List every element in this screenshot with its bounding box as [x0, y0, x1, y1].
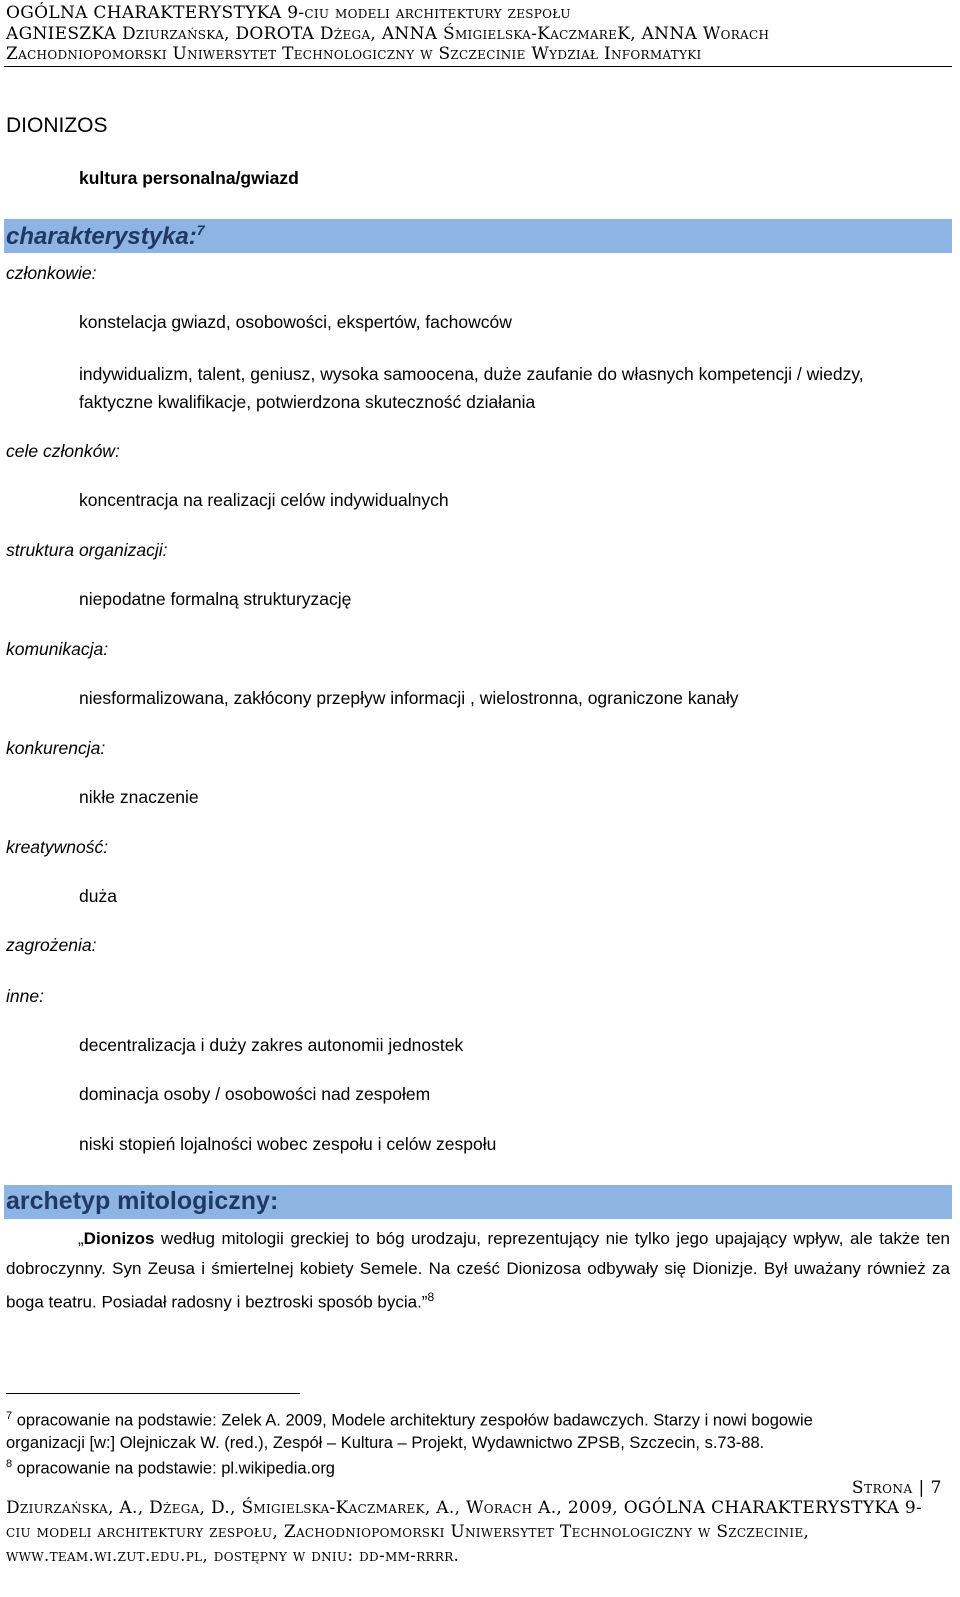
goals-item: koncentracja na realizacji celów indywidualnych [79, 490, 449, 510]
header-rule [4, 66, 952, 67]
characteristics-title [6, 222, 205, 251]
members-item-2-line-2: faktyczne kwalifikacje, potwierdzona skuteczność działania [79, 392, 536, 412]
other-item-3: niski stopień lojalności wobec zespołu i celów zespołu [79, 1134, 497, 1154]
page-label: Strona [851, 1478, 913, 1498]
threats-label: zagrożenia: [6, 935, 97, 955]
footnote-separator [6, 1393, 300, 1394]
header-line-1: OGÓLNA CHARAKTERYSTYKA 9-ciu modeli architektury zespołu [6, 3, 571, 23]
communication-label: komunikacja: [6, 639, 109, 659]
page-number: 7 [930, 1478, 942, 1498]
footnote-7-number: 7 [6, 1410, 13, 1422]
footnote-ref-8: 8 [427, 1290, 435, 1304]
creativity-label: kreatywność: [6, 837, 109, 857]
members-label: członkowie: [6, 263, 97, 283]
footnote-7-line-2: organizacji [w:] Olejniczak W. (red.), Zespół – Kultura – Projekt, Wydawnictwo ZPSB, Szczecin, s.73-88. [6, 1434, 765, 1452]
footnote-8-text: opracowanie na podstawie: pl.wikipedia.org [12, 1459, 335, 1478]
archetype-band [4, 1185, 952, 1219]
footer-line-3: www.team.wi.zut.edu.pl, dostępny w dniu: dd-mm-rrrr. [6, 1546, 460, 1566]
creativity-item: duża [79, 886, 117, 906]
header-line-3: Zachodniopomorski Uniwersytet Technologiczny w Szczecinie Wydział Informatyki [6, 44, 702, 64]
footnote-8-number: 8 [6, 1458, 13, 1470]
characteristics-title-text: charakterystyka: [6, 223, 197, 250]
other-item-1: decentralizacja i duży zakres autonomii jednostek [79, 1035, 464, 1055]
characteristics-band [4, 219, 952, 253]
footnote-7-text: opracowanie na podstawie: Zelek A. 2009, Modele architektury zespołów badawczych. Starzy i nowi bogowie [12, 1411, 813, 1430]
quote-close: ” [421, 1292, 428, 1312]
members-item-1: konstelacja gwiazd, osobowości, ekspertów, fachowców [79, 312, 512, 332]
other-item-2: dominacja osoby / osobowości nad zespołem [79, 1084, 431, 1104]
culture-type: kultura personalna/gwiazd [79, 168, 299, 188]
competition-label: konkurencja: [6, 738, 106, 758]
header-line-2: AGNIESZKA Dziurzańska, DOROTA Dżega, ANNA Śmigielska-KaczmareK, ANNA Worach [6, 24, 770, 44]
structure-item: niepodatne formalną strukturyzację [79, 589, 352, 609]
section-title: DIONIZOS [6, 114, 108, 137]
footnote-7-line-1 [6, 1407, 813, 1431]
archetype-text: według mitologii greckiej to bóg urodzaju, reprezentujący nie tylko jego upajający wpływ, ale także ten dobroczynny. Syn Zeusa i śmiertelnej kobiety Semele. Na cześć Dionizosa odbywały się Dionizje. Był uważany również za boga teatru. Posiadał radosny i beztroski sposób bycia. [6, 1229, 950, 1312]
page-number-block [852, 1478, 942, 1498]
quote-open: „ [78, 1229, 84, 1248]
archetype-title: archetyp mitologiczny: [6, 1187, 279, 1215]
members-item-2-line-1: indywidualizm, talent, geniusz, wysoka samoocena, duże zaufanie do własnych kompetencji / wiedzy, [79, 364, 864, 384]
footer-line-1: Dziurzańska, A., Dżega, D., Śmigielska-Kaczmarek, A., Worach A., 2009, OGÓLNA CHARAKTERYSTYKA 9- [6, 1498, 923, 1518]
archetype-name: Dionizos [83, 1229, 155, 1248]
footnote-ref-7: 7 [196, 222, 205, 238]
competition-item: nikłe znaczenie [79, 787, 199, 807]
other-label: inne: [6, 986, 44, 1006]
footnote-8 [6, 1455, 335, 1479]
page-separator: | [918, 1478, 925, 1498]
archetype-paragraph [6, 1224, 950, 1317]
structure-label: struktura organizacji: [6, 540, 168, 560]
goals-label: cele członków: [6, 441, 120, 461]
footer-line-2: ciu modeli architektury zespołu, Zachodniopomorski Uniwersytet Technologiczny w Szczecinie, [6, 1522, 810, 1542]
communication-item: niesformalizowana, zakłócony przepływ informacji , wielostronna, ograniczone kanały [79, 688, 739, 708]
